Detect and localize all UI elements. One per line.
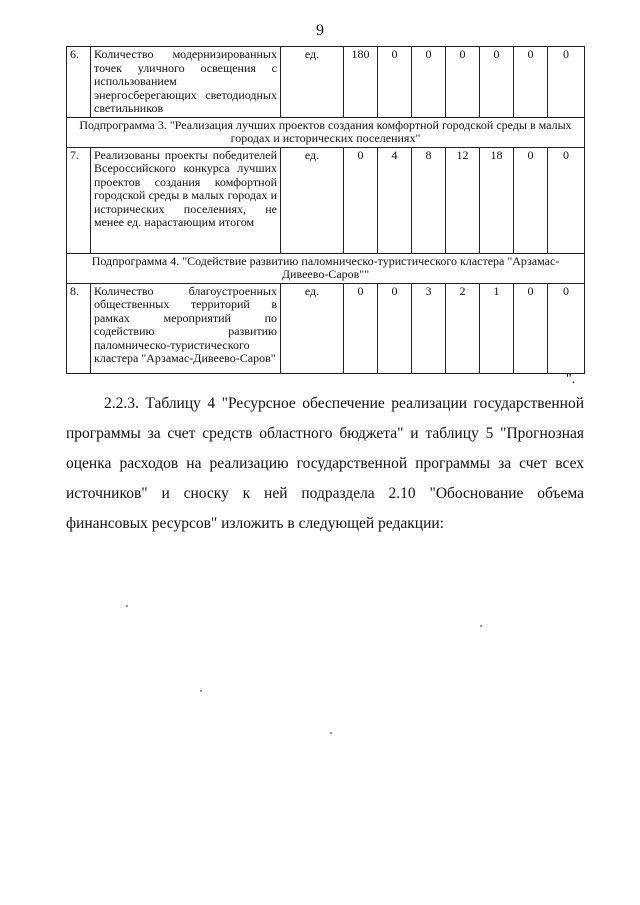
indicator-description-cell: Реализованы проекты победителей Всероссийского конкурса лучших проектов создания комфортной городской среды в малых городах и исторических поселениях, не менее ед. нарастающим итогом xyxy=(91,147,281,253)
year-value-cell: 0 xyxy=(378,47,412,118)
year-value-cell: 0 xyxy=(412,47,446,118)
row-number-cell: 8. xyxy=(67,283,91,373)
indicator-row xyxy=(67,147,585,253)
unit-cell: ед. xyxy=(281,47,344,118)
indicators-table xyxy=(66,46,585,374)
year-value-cell: 8 xyxy=(412,147,446,253)
year-value-cell: 0 xyxy=(344,283,378,373)
page-number: 9 xyxy=(316,22,324,39)
scan-speck xyxy=(330,732,332,734)
year-value-cell: 0 xyxy=(480,47,514,118)
indicator-row xyxy=(67,283,585,373)
year-value-cell: 12 xyxy=(446,147,480,253)
subprogram-title: Подпрограмма 3. "Реализация лучших проектов создания комфортной городской среды в малых городах и исторических поселениях" xyxy=(67,117,585,147)
table-body xyxy=(67,47,585,374)
indicator-description-cell: Количество благоустроенных общественных территорий в рамках мероприятий по содействию развитию паломническо-туристического кластера "Арзамас-Дивеево-Саров" xyxy=(91,283,281,373)
year-value-cell: 0 xyxy=(344,147,378,253)
unit-cell: ед. xyxy=(281,147,344,253)
indicator-row xyxy=(67,47,585,118)
year-value-cell: 0 xyxy=(514,283,548,373)
subprogram-row xyxy=(67,253,585,283)
year-value-cell: 18 xyxy=(480,147,514,253)
year-value-cell: 0 xyxy=(548,147,585,253)
year-value-cell: 0 xyxy=(514,147,548,253)
scan-speck xyxy=(126,605,128,607)
unit-cell: ед. xyxy=(281,283,344,373)
year-value-cell: 0 xyxy=(446,47,480,118)
row-number-cell: 7. xyxy=(67,147,91,253)
year-value-cell: 3 xyxy=(412,283,446,373)
subprogram-row xyxy=(67,117,585,147)
scan-speck xyxy=(200,690,202,692)
year-value-cell: 4 xyxy=(378,147,412,253)
year-value-cell: 0 xyxy=(548,47,585,118)
scan-speck xyxy=(480,625,482,627)
subprogram-title: Подпрограмма 4. "Содействие развитию паломническо-туристического кластера "Арзамас-Дивеево-Саров"" xyxy=(67,253,585,283)
amendment-paragraph: 2.2.3. Таблицу 4 "Ресурсное обеспечение реализации государственной программы за счет средств областного бюджета" и таблицу 5 "Прогнозная оценка расходов на реализацию государственной программы за счет всех источников" и сноску к ней подраздела 2.10 "Обоснование объема финансовых ресурсов" изложить в следующей редакции: xyxy=(66,395,584,532)
year-value-cell: 0 xyxy=(514,47,548,118)
closing-quote-mark: ". xyxy=(566,372,576,387)
indicator-description-cell: Количество модернизированных точек уличного освещения с использованием энергосберегающих светодиодных светильников xyxy=(91,47,281,118)
year-value-cell: 0 xyxy=(548,283,585,373)
year-value-cell: 0 xyxy=(378,283,412,373)
year-value-cell: 2 xyxy=(446,283,480,373)
year-value-cell: 180 xyxy=(344,47,378,118)
year-value-cell: 1 xyxy=(480,283,514,373)
row-number-cell: 6. xyxy=(67,47,91,118)
